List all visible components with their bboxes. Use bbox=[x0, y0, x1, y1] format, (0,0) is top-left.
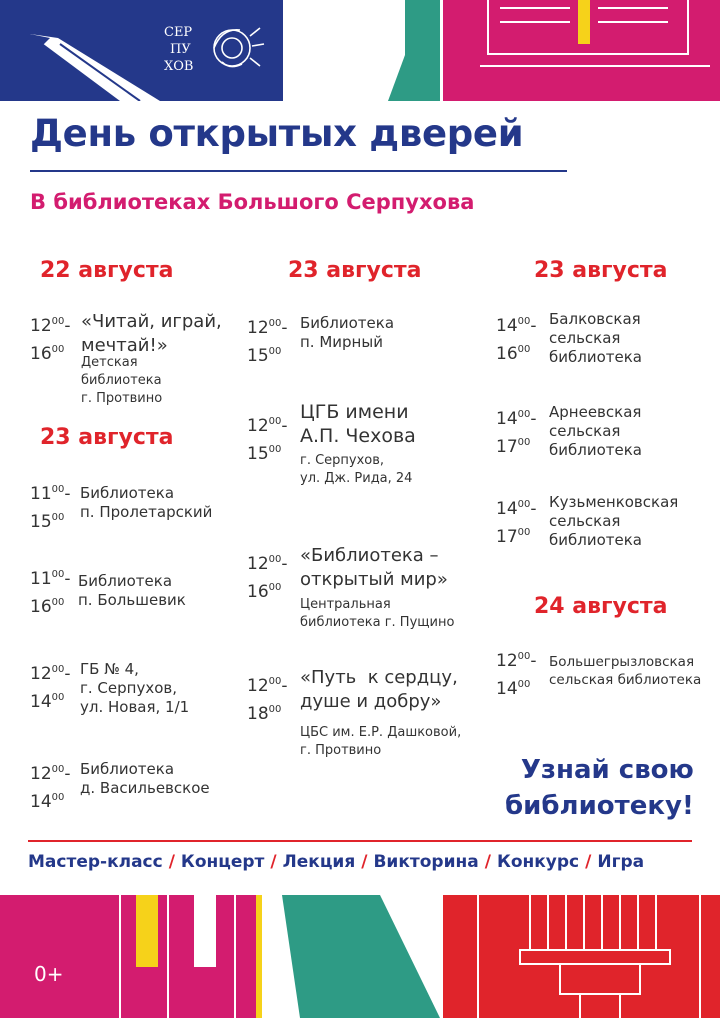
footer-column-panel bbox=[443, 895, 720, 1018]
page-subtitle: В библиотеках Большого Серпухова bbox=[30, 190, 475, 214]
peacock-logo-icon bbox=[160, 18, 270, 78]
event-time: $12^{00}-$ $15^{00}$ bbox=[247, 318, 288, 366]
event-name: Библиотека п. Большевик bbox=[78, 572, 186, 609]
header-graphics bbox=[0, 0, 720, 101]
event-time: $12^{00}-$ $14^{00}$ bbox=[30, 664, 71, 712]
event-item bbox=[496, 493, 711, 553]
event-time: $12^{00}-$ $14^{00}$ bbox=[496, 651, 537, 699]
event-item bbox=[247, 401, 457, 490]
date-heading: 22 августа bbox=[40, 258, 174, 283]
event-details: Детская библиотека г. Протвино bbox=[81, 355, 163, 406]
event-name: «Читай, играй, мечтай!» bbox=[81, 311, 222, 356]
event-name: ЦГБ имени А.П. Чехова bbox=[300, 401, 416, 447]
footer-teal-shape bbox=[282, 895, 440, 1018]
event-time: $14^{00}-$ $17^{00}$ bbox=[496, 499, 537, 547]
date-heading: 23 августа bbox=[534, 258, 668, 283]
event-item bbox=[30, 478, 240, 532]
title-divider bbox=[30, 170, 567, 172]
event-details: ЦБС им. Е.Р. Дашковой, г. Протвино bbox=[300, 725, 462, 758]
logo bbox=[160, 18, 270, 78]
logo-text-2: ПУ bbox=[170, 42, 191, 57]
call-to-action: Узнай свою библиотеку! bbox=[505, 755, 694, 821]
event-item bbox=[496, 403, 706, 463]
event-item bbox=[496, 645, 711, 699]
format-item: Концерт bbox=[180, 852, 265, 872]
event-name: Библиотека д. Васильевское bbox=[80, 760, 210, 797]
logo-text-3: ХОВ bbox=[164, 59, 194, 74]
format-item: Викторина bbox=[373, 852, 479, 872]
date-heading: 23 августа bbox=[288, 258, 422, 283]
event-item bbox=[496, 310, 706, 370]
event-item bbox=[30, 563, 240, 617]
event-time: $12^{00}-$ $15^{00}$ bbox=[247, 416, 288, 464]
format-item: Мастер-класс bbox=[28, 852, 163, 872]
event-item bbox=[30, 658, 240, 718]
footer-piano-panel bbox=[0, 895, 262, 1018]
event-name: ГБ № 4, г. Серпухов, ул. Новая, 1/1 bbox=[80, 660, 190, 716]
event-name: Библиотека п. Мирный bbox=[300, 314, 395, 351]
logo-text-1: СЕР bbox=[164, 25, 193, 40]
footer-graphics bbox=[0, 895, 720, 1018]
event-name: Балковская сельская библиотека bbox=[549, 310, 642, 366]
date-heading: 24 августа bbox=[534, 594, 668, 619]
age-rating: 0+ bbox=[34, 962, 64, 986]
event-details: Центральная библиотека г. Пущино bbox=[300, 597, 455, 630]
page-title: День открытых дверей bbox=[30, 112, 524, 155]
event-time: $11^{00}-$ $16^{00}$ bbox=[30, 569, 71, 617]
format-item: Конкурс bbox=[496, 852, 580, 872]
event-name: «Путь к сердцу, душе и добру» bbox=[300, 667, 458, 712]
format-item: Лекция bbox=[282, 852, 356, 872]
event-time: $14^{00}-$ $16^{00}$ bbox=[496, 316, 537, 364]
event-item bbox=[30, 310, 230, 406]
event-time: $12^{00}-$ $16^{00}$ bbox=[247, 554, 288, 602]
event-name: «Библиотека – открытый мир» bbox=[300, 545, 448, 590]
event-name: Библиотека п. Пролетарский bbox=[80, 484, 213, 521]
event-time: $11^{00}-$ $15^{00}$ bbox=[30, 484, 71, 532]
event-formats: Мастер-класс / Концерт / Лекция / Викторина / Конкурс / Игра bbox=[28, 852, 645, 872]
book-bookmark bbox=[578, 0, 590, 44]
formats-divider bbox=[28, 840, 692, 842]
event-name: Большегрызловская сельская библиотека bbox=[549, 654, 702, 688]
event-item bbox=[247, 667, 477, 760]
event-item bbox=[30, 758, 240, 812]
event-name: Арнеевская сельская библиотека bbox=[549, 403, 642, 459]
event-time: $12^{00}-$ $18^{00}$ bbox=[247, 676, 288, 724]
date-heading: 23 августа bbox=[40, 425, 174, 450]
event-item bbox=[247, 312, 457, 366]
event-time: $12^{00}-$ $14^{00}$ bbox=[30, 764, 71, 812]
event-item bbox=[247, 545, 467, 630]
event-name: Кузьменковская сельская библиотека bbox=[549, 493, 679, 549]
event-time: $12^{00}-$ $16^{00}$ bbox=[30, 316, 71, 364]
event-time: $14^{00}-$ $17^{00}$ bbox=[496, 409, 537, 457]
format-item: Игра bbox=[597, 852, 645, 872]
event-details: г. Серпухов, ул. Дж. Рида, 24 bbox=[300, 453, 413, 486]
